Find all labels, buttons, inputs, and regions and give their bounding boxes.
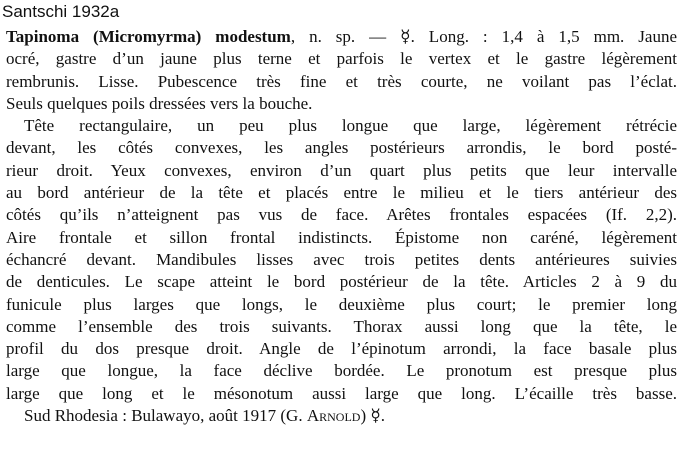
paragraph-2-line-10: comme l’ensemble des trois suivants. Thorax aussi long que la tête, le — [6, 316, 677, 336]
locality-text: Sud Rhodesia : Bulawayo, août 1917 (G. — [24, 406, 307, 426]
paragraph-2-line-6: Aire frontale et sillon frontal indistincts. Épistome non caréné, légèrement — [6, 227, 677, 247]
species-description — [6, 26, 677, 427]
paragraph-1-line-1 — [6, 26, 677, 48]
locality-line — [6, 405, 677, 427]
paragraph-2-line-13: large que long et le mésonotum aussi large que long. L’écaille très basse. — [6, 383, 677, 403]
paragraph-2-line-5: côtés qu’ils n’atteignent pas vus de face. Arêtes frontales espacées (If. 2,2). — [6, 205, 677, 225]
collector-name: Arnold — [306, 406, 361, 426]
species-name: Tapinoma (Micromyrma) modestum — [6, 27, 291, 46]
species-measurements: , n. sp. — ☿. Long. : 1,4 à 1,5 mm. Jaune — [290, 27, 678, 46]
paragraph-2-line-9: funicule plus larges que longs, le deuxième plus court; le premier long — [6, 294, 677, 314]
paragraph-2-line-3: rieur droit. Yeux convexes, environ d’un quart plus petits que leur intervalle — [6, 160, 677, 180]
paragraph-2-line-11: profil du dos presque droit. Angle de l’épinotum arrondi, la face basale plus — [6, 339, 677, 359]
paragraph-2-line-1: Tête rectangulaire, un peu plus longue que large, légèrement rétrécie — [24, 116, 677, 136]
paragraph-1-line-4: Seuls quelques poils dressées vers la bouche. — [6, 93, 313, 113]
paragraph-2-line-2: devant, les côtés convexes, les angles postérieurs arrondis, le bord posté- — [6, 138, 677, 158]
paragraph-2-line-8: de denticules. Le scape atteint le bord postérieur de la tête. Articles 2 à 9 du — [6, 272, 677, 292]
paragraph-1-line-3: rembrunis. Lisse. Pubescence très fine et très courte, ne voilant pas l’éclat. — [6, 71, 677, 91]
caste-symbol: ) ☿. — [360, 406, 386, 426]
citation-header: Santschi 1932a — [2, 2, 120, 21]
paragraph-2-line-7: échancré devant. Mandibules lisses avec trois petites dents antérieures suivies — [6, 249, 677, 269]
paragraph-2-line-12: large que longue, la face déclive bordée. Le pronotum est presque plus — [6, 361, 677, 381]
paragraph-2-line-4: au bord antérieur de la tête et placés entre le milieu et le tiers antérieur des — [6, 183, 677, 203]
paragraph-1-line-2: ocré, gastre d’un jaune plus terne et parfois le vertex et le gastre légèrement — [6, 49, 677, 69]
